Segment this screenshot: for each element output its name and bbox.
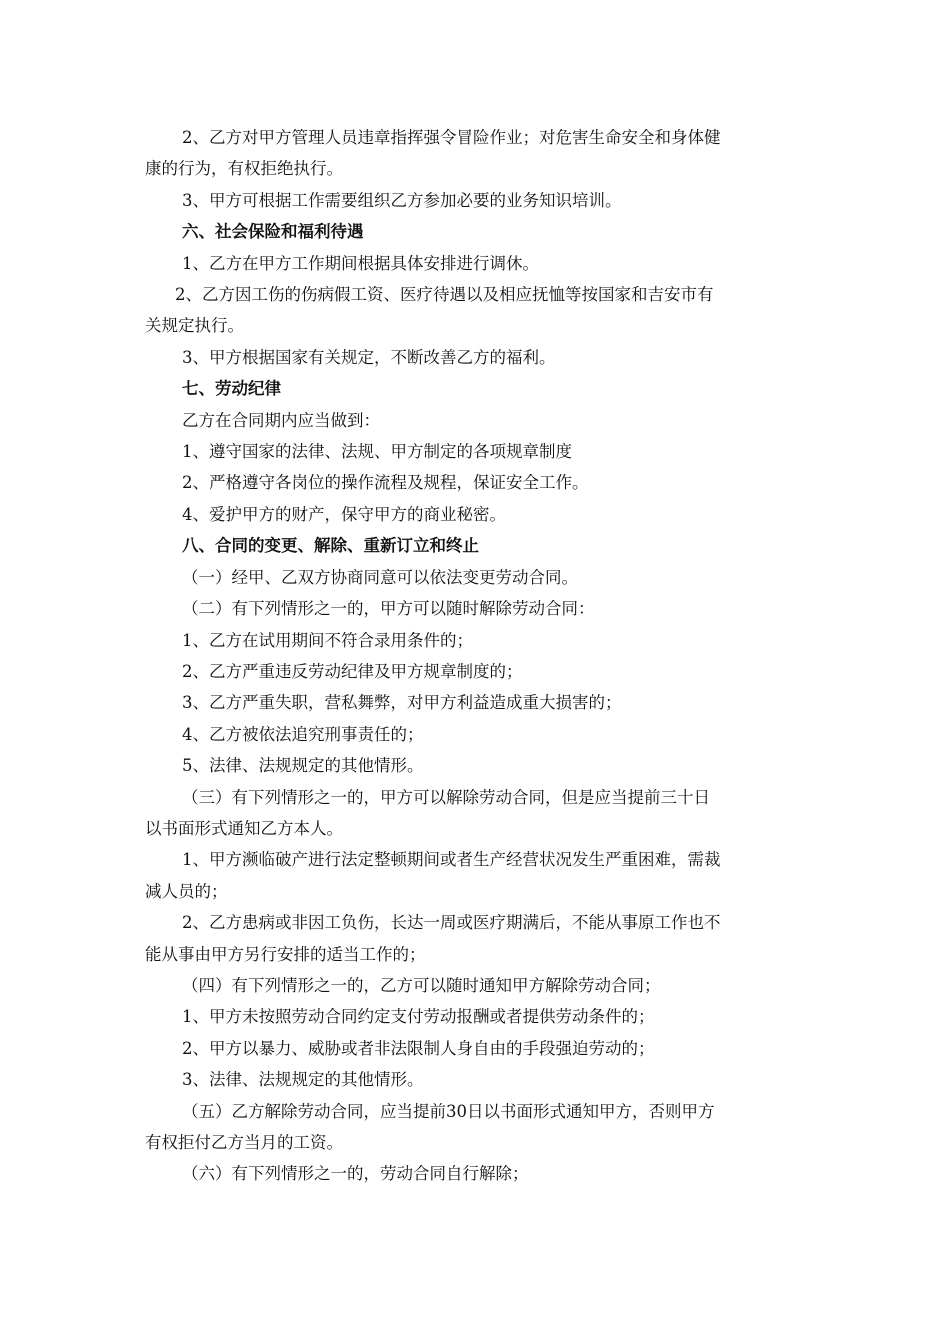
paragraph-6-2-cont: [145, 310, 810, 341]
paragraph-8-b-2: 2、乙方严重违反劳动纪律及甲方规章制度的；: [182, 661, 523, 681]
line: 能从事由甲方另行安排的适当工作的；: [145, 944, 426, 964]
paragraph-8-c-1-cont: [145, 876, 810, 907]
section-heading-6: 六、社会保险和福利待遇: [182, 222, 364, 242]
contract-body: [145, 122, 810, 1190]
paragraph-8-d-1: 1、甲方未按照劳动合同约定支付劳动报酬或者提供劳动条件的；: [182, 1007, 655, 1027]
paragraph-8-c: [145, 782, 810, 813]
line: 有权拒付乙方当月的工资。: [145, 1133, 343, 1152]
paragraph-b2-cont: [145, 153, 810, 184]
line: 康的行为，有权拒绝执行。: [145, 159, 343, 179]
line: 2、乙方患病或非因工负伤，长达一周或医疗期满后，不能从事原工作也不: [182, 913, 721, 933]
line: 关规定执行。: [145, 316, 244, 336]
paragraph-7-4: 4、爱护甲方的财产，保守甲方的商业秘密。: [182, 504, 506, 524]
paragraph-6-2: [145, 279, 810, 310]
paragraph-b3: 3、甲方可根据工作需要组织乙方参加必要的业务知识培训。: [182, 190, 622, 210]
paragraph-8-c-2: [145, 907, 810, 938]
section-heading-8: 八、合同的变更、解除、重新订立和终止: [182, 536, 479, 556]
paragraph-7-1: 1、遵守国家的法律、法规、甲方制定的各项规章制度: [182, 442, 572, 462]
paragraph-7-2: 2、严格遵守各岗位的操作流程及规程，保证安全工作。: [182, 473, 589, 493]
paragraph-7-intro: 乙方在合同期内应当做到：: [182, 410, 380, 430]
paragraph-8-b-3: 3、乙方严重失职，营私舞弊，对甲方利益造成重大损害的；: [182, 693, 622, 713]
paragraph-8-c-2-cont: [145, 939, 810, 970]
paragraph-8-b-1: 1、乙方在试用期间不符合录用条件的；: [182, 630, 473, 650]
paragraph-8-b: （二）有下列情形之一的，甲方可以随时解除劳动合同：: [182, 599, 595, 619]
line: 2、乙方因工伤的伤病假工资、医疗待遇以及相应抚恤等按国家和吉安市有: [175, 285, 714, 305]
paragraph-8-c-cont: [145, 813, 810, 844]
paragraph-b2: [145, 122, 810, 153]
paragraph-8-d-2: 2、甲方以暴力、威胁或者非法限制人身自由的手段强迫劳动的；: [182, 1038, 655, 1058]
paragraph-8-c-1: [145, 844, 810, 875]
paragraph-6-3: 3、甲方根据国家有关规定，不断改善乙方的福利。: [182, 347, 556, 367]
paragraph-8-f: （六）有下列情形之一的，劳动合同自行解除；: [182, 1164, 529, 1184]
paragraph-8-e-cont: [145, 1127, 810, 1158]
paragraph-8-e: [145, 1096, 810, 1127]
paragraph-8-a: （一）经甲、乙双方协商同意可以依法变更劳动合同。: [182, 567, 578, 587]
section-heading-7: 七、劳动纪律: [182, 379, 281, 399]
line: 减人员的；: [145, 881, 228, 901]
line: （五）乙方解除劳动合同，应当提前30日以书面形式通知甲方，否则甲方: [182, 1101, 715, 1121]
paragraph-8-d-3: 3、法律、法规规定的其他情形。: [182, 1070, 424, 1090]
paragraph-8-b-5: 5、法律、法规规定的其他情形。: [182, 756, 424, 776]
paragraph-8-b-4: 4、乙方被依法追究刑事责任的；: [182, 724, 424, 744]
paragraph-8-d: （四）有下列情形之一的，乙方可以随时通知甲方解除劳动合同；: [182, 975, 661, 995]
line: 1、甲方濒临破产进行法定整顿期间或者生产经营状况发生严重困难，需裁: [182, 850, 721, 870]
line: （三）有下列情形之一的，甲方可以解除劳动合同，但是应当提前三十日: [182, 787, 710, 807]
paragraph-6-1: 1、乙方在甲方工作期间根据具体安排进行调休。: [182, 253, 539, 273]
line: 以书面形式通知乙方本人。: [145, 818, 343, 838]
line: 2、乙方对甲方管理人员违章指挥强令冒险作业；对危害生命安全和身体健: [182, 128, 721, 147]
